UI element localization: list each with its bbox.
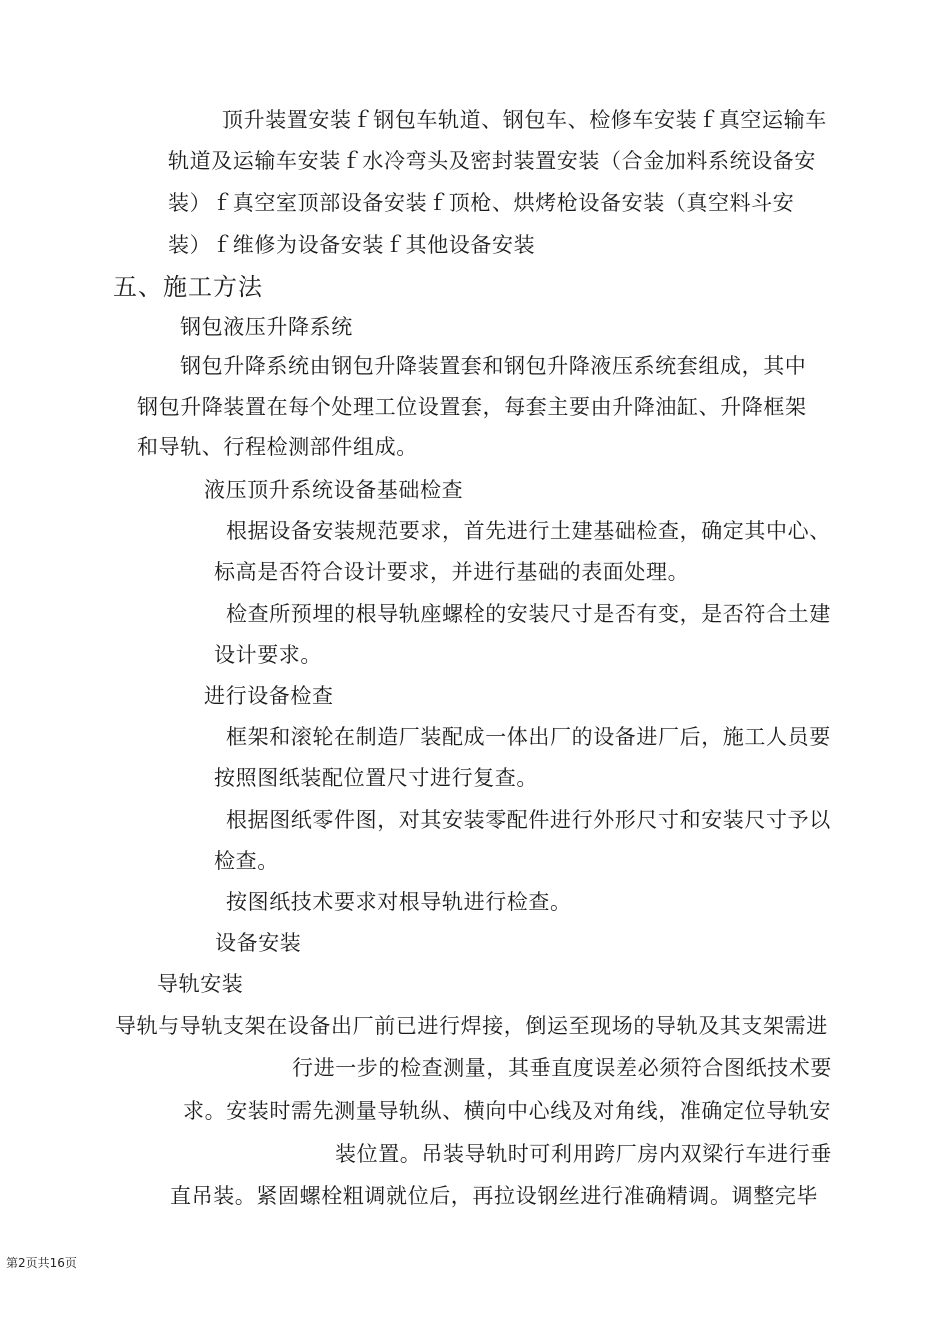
equip-p2-line-1: 根据图纸零件图，对其安装零配件进行外形尺寸和安装尺寸予以 (226, 808, 831, 832)
equip-p2-line-2: 检查。 (214, 849, 279, 873)
page-number-footer: 第2页共16页 (6, 1256, 77, 1270)
foundation-p1-line-1: 根据设备安装规范要求，首先进行土建基础检查，确定其中心、 (226, 519, 831, 543)
foundation-p1-line-2: 标高是否符合设计要求，并进行基础的表面处理。 (214, 560, 690, 584)
install-heading: 设备安装 (215, 931, 302, 955)
system-desc-line-2: 钢包升降装置在每个处理工位设置套，每套主要由升降油缸、升降框架 (137, 395, 807, 419)
intro-line-1: 顶升装置安装ｆ钢包车轨道、钢包车、检修车安装ｆ真空运输车 (222, 108, 827, 132)
system-desc-line-3: 和导轨、行程检测部件组成。 (137, 435, 418, 459)
equip-p3: 按图纸技术要求对根导轨进行检查。 (226, 890, 572, 914)
sub-heading: 钢包液压升降系统 (180, 315, 353, 339)
foundation-p2-line-2: 设计要求。 (214, 643, 322, 667)
rail-para-line-3: 求。安装时需先测量导轨纵、横向中心线及对角线，准确定位导轨安 (183, 1099, 831, 1123)
equip-p1-line-2: 按照图纸装配位置尺寸进行复查。 (214, 766, 538, 790)
equip-check-heading: 进行设备检查 (204, 684, 334, 708)
section-heading: 五、施工方法 (113, 273, 263, 301)
foundation-heading: 液压顶升系统设备基础检查 (204, 478, 464, 502)
intro-line-2: 轨道及运输车安装ｆ水冷弯头及密封装置安装（合金加料系统设备安 (168, 149, 816, 173)
intro-line-4: 装）ｆ维修为设备安装ｆ其他设备安装 (168, 233, 536, 257)
foundation-p2-line-1: 检查所预埋的根导轨座螺栓的安装尺寸是否有变，是否符合土建 (226, 602, 831, 626)
rail-para-line-2: 行进一步的检查测量，其垂直度误差必须符合图纸技术要 (292, 1056, 832, 1080)
equip-p1-line-1: 框架和滚轮在制造厂装配成一体出厂的设备进厂后，施工人员要 (226, 725, 831, 749)
intro-line-3: 装）ｆ真空室顶部设备安装ｆ顶枪、烘烤枪设备安装（真空料斗安 (168, 191, 795, 215)
system-desc-line-1: 钢包升降系统由钢包升降装置套和钢包升降液压系统套组成，其中 (180, 354, 807, 378)
rail-para-line-4: 装位置。吊装导轨时可利用跨厂房内双梁行车进行垂 (335, 1142, 832, 1166)
rail-para-line-1: 导轨与导轨支架在设备出厂前已进行焊接，倒运至现场的导轨及其支架需进 (115, 1014, 828, 1038)
rail-heading: 导轨安装 (157, 972, 244, 996)
rail-para-line-5: 直吊装。紧固螺栓粗调就位后，再拉设钢丝进行准确精调。调整完毕 (170, 1184, 818, 1208)
